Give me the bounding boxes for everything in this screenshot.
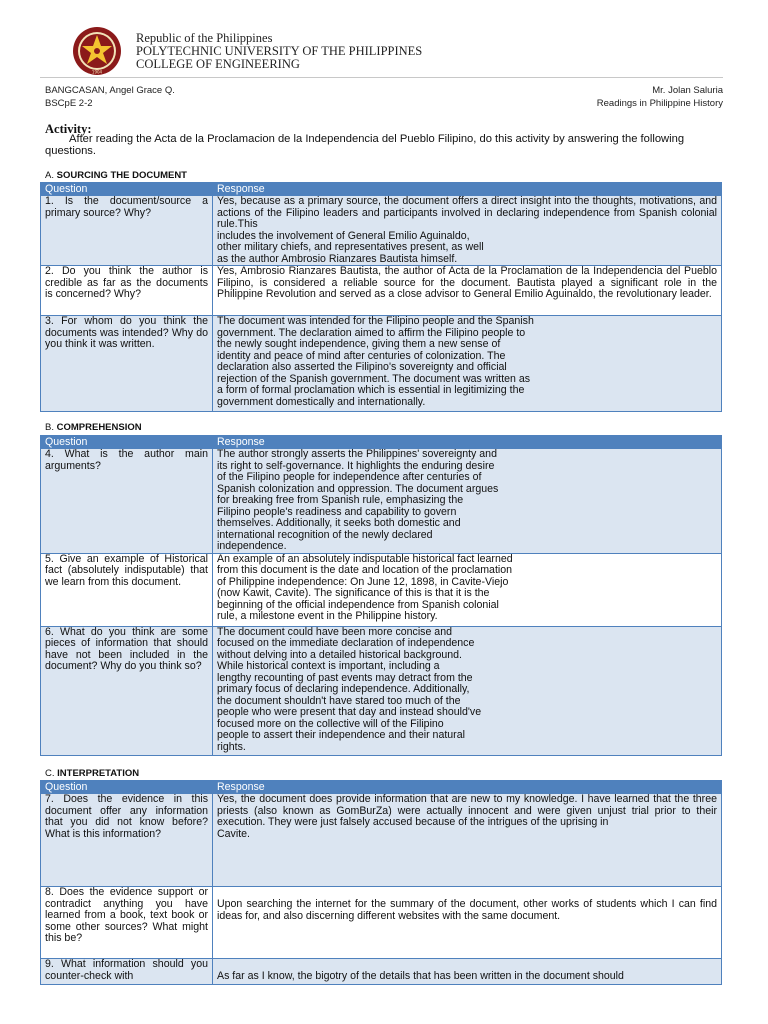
response-cell [213,626,722,755]
response-paragraph: Yes, the document does provide information that are new to my knowledge. I have learned that the three priests (also known as GomBurZa) were actually innocent and were given unjust trial prior to their execution. They were just falsely accused because of the intrigues of the uprising in [217,793,717,828]
svg-text:1904: 1904 [91,69,103,75]
instructor-name: Mr. Jolan Saluria [652,85,723,96]
section-name: SOURCING THE DOCUMENT [56,170,187,181]
response-line: the document shouldn't have stared too much of the [217,694,461,707]
response-paragraph: As far as I know, the bigotry of the details that has been written in the document should [217,970,624,982]
question-cell: 8. Does the evidence support or contradict anything you have learned from a book, text book or some other sources? What might this be? [41,887,213,959]
response-cell [213,316,722,412]
response-line: Cavite. [217,827,250,840]
question-cell: 5. Give an example of Historical fact (absolutely indisputable) that we learn from this document. [41,553,213,626]
course-name: Readings in Philippine History [596,98,723,109]
response-line: people who were present that day and instead should've [217,706,482,718]
response-line: without delving into a detailed historical background. [217,648,462,661]
response-line: government domestically and internationally. [217,395,426,408]
table-row [41,266,722,316]
response-line: While historical context is important, including a [217,660,440,672]
question-cell: 3. For whom do you think the documents was intended? Why do you think it was written. [41,316,213,412]
question-cell: 9. What information should you counter-check with [41,959,213,985]
college-name: COLLEGE OF ENGINEERING [136,57,300,71]
section-letter: B. [45,422,54,433]
response-line: from this document is the date and location of the proclamation [217,564,513,576]
section-name: COMPREHENSION [56,422,142,433]
section-c-title [45,768,139,779]
table-row [41,196,722,266]
response-cell [213,553,722,626]
question-column-header: Question [41,436,213,449]
response-cell [213,794,722,887]
response-line: of Philippine independence: On June 12, 1898, in Cavite-Viejo [217,575,509,588]
response-line: beginning of the official independence from Spanish colonial [217,598,499,611]
table-row [41,794,722,887]
response-line: An example of an absolutely indisputable historical fact learned [217,552,513,565]
response-line: Spanish colonization and oppression. The document argues [217,482,499,495]
response-line: other military chiefs, and representatives present, as well [217,241,484,253]
response-cell [213,887,722,959]
activity-instructions: After reading the Acta de la Proclamacion de la Independencia del Pueblo Filipino, do this activity by answering the following questions. [45,133,685,157]
response-cell: Yes, Ambrosio Rianzares Bautista, the author of Acta de la Proclamation de la Independencia del Pueblo Filipino, is considered a reliable source for the document. Bautista played a significant role in the Philippine Revolution and served as a close advisor to General Emilio Aguinaldo, the revolutionary leader. [213,266,722,316]
question-column-header: Question [41,781,213,794]
table-row [41,316,722,412]
question-cell: 1. Is the document/source a primary source? Why? [41,196,213,266]
question-cell: 2. Do you think the author is credible as far as the documents is concerned? Why? [41,266,213,316]
response-line: government. The declaration aimed to affirm the Filipino people to [217,326,526,339]
table-row [41,887,722,959]
response-line: focused on the immediate declaration of independence [217,637,475,649]
university-seal-logo [62,25,132,77]
response-line: focused more on the collective will of the Filipino [217,717,444,730]
response-line: The author strongly asserts the Philippines' sovereignty and [217,448,497,460]
response-line: the newly sought independence, giving them a new sense of [217,338,501,350]
student-section: BSCpE 2-2 [45,98,93,109]
sourcing-table [40,182,722,412]
section-b-title [45,422,142,433]
response-line: Filipino people's readiness and capability to govern [217,505,457,518]
response-cell [213,196,722,266]
response-paragraph: Upon searching the internet for the summary of the document, other works of students which I can find ideas for, and also discerning different websites with the same document. [217,898,717,922]
response-line: rights. [217,740,246,753]
response-line: primary focus of declaring independence. Additionally, [217,683,470,695]
response-line: rejection of the Spanish government. The document was written as [217,372,531,385]
table-row [41,449,722,554]
response-line: lengthy recounting of past events may detract from the [217,671,473,684]
course-info [597,84,723,110]
response-line: themselves. Additionally, it seeks both domestic and [217,517,461,529]
table-row [41,553,722,626]
question-cell: 7. Does the evidence in this document offer any information that you did not know before? What is this information? [41,794,213,887]
response-column-header: Response [213,781,722,794]
response-line: as the author Ambrosio Rianzares Bautista himself. [217,252,458,265]
response-line: independence. [217,540,287,552]
response-line: a form of formal proclamation which is essential in legitimizing the [217,384,525,396]
activity-title: Activity: [45,122,92,136]
section-letter: A. [45,170,54,181]
institution-header [136,32,422,71]
comprehension-table [40,435,722,756]
section-letter: C. [45,768,55,779]
interpretation-table [40,780,722,985]
table-row [41,626,722,755]
response-line: international recognition of the newly declared [217,528,433,541]
response-cell [213,959,722,985]
response-line: includes the involvement of General Emilio Aguinaldo, [217,229,470,242]
university-name: POLYTECHNIC UNIVERSITY OF THE PHILIPPINES [136,44,423,58]
response-paragraph: Yes, because as a primary source, the document offers a direct insight into the thoughts, motivations, and actions of the Filipino leaders and participants involved in declaring independence from Spanish colonial rule.This [217,195,717,230]
response-line: (now Kawit, Cavite). The significance of this is that it is the [217,587,490,599]
student-info [45,84,175,110]
response-column-header: Response [213,436,722,449]
response-line: The document could have been more concise and [217,625,452,638]
section-name: INTERPRETATION [57,768,140,779]
question-cell: 6. What do you think are some pieces of information that should have not been included in the document? Why do you think so? [41,626,213,755]
response-line: declaration also asserted the Filipino's sovereignty and official [217,361,507,373]
response-cell [213,449,722,554]
question-cell: 4. What is the author main arguments? [41,449,213,554]
header-divider [40,77,723,78]
section-a-title [45,170,187,181]
response-line: identity and peace of mind after centuries of colonization. The [217,349,506,362]
response-line: people to assert their independence and their natural [217,729,465,741]
response-column-header: Response [213,183,722,196]
response-line: of the Filipino people for independence after centuries of [217,471,482,483]
question-column-header: Question [41,183,213,196]
response-line: rule, a milestone event in the Philippine history. [217,610,438,622]
table-row [41,959,722,985]
student-name: BANGCASAN, Angel Grace Q. [45,85,175,96]
republic-line: Republic of the Philippines [136,31,273,45]
response-line: The document was intended for the Filipino people and the Spanish [217,315,534,327]
response-line: for breaking free from Spanish rule, emphasizing the [217,494,464,506]
response-line: its right to self-governance. It highlights the enduring desire [217,459,495,472]
